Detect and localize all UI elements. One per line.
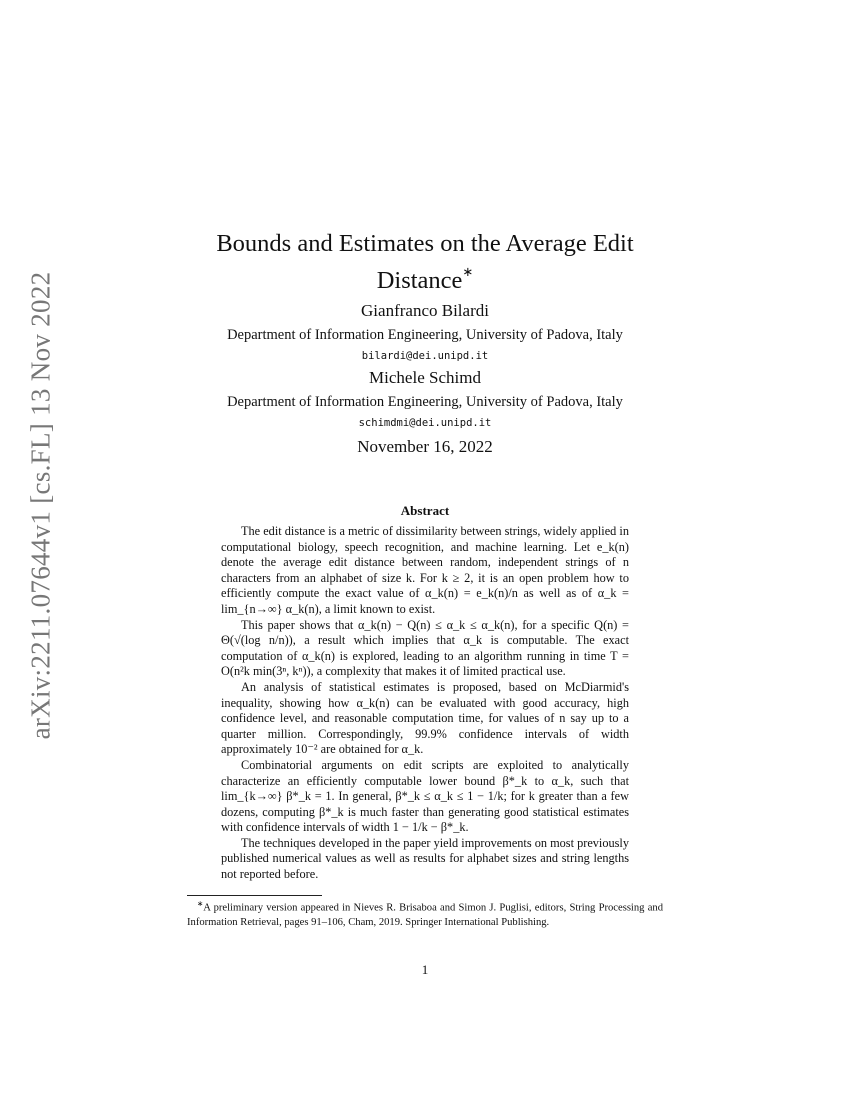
abstract-paragraph: The techniques developed in the paper yield improvements on most previously published numerical values as well as results for alphabet sizes and string lengths not reported before. (221, 835, 629, 882)
author-name: Gianfranco Bilardi (361, 301, 489, 320)
abstract-heading: Abstract (400, 503, 450, 518)
author-name: Michele Schimd (369, 368, 481, 387)
paper-title (190, 228, 660, 296)
author-affiliation: Department of Information Engineering, University of Padova, Italy (227, 327, 623, 343)
footnote (187, 897, 663, 930)
footnote-mark: ∗ (197, 899, 204, 908)
footnote-text: A preliminary version appeared in Nieves R. Brisaboa and Simon J. Puglisi, editors, String Processing and Information Retrieval, pages 91–106, Cham, 2019. Springer International Publishing. (187, 902, 663, 928)
author-affiliation: Department of Information Engineering, University of Padova, Italy (227, 394, 623, 410)
title-footnote-mark: ∗ (462, 264, 474, 279)
abstract-paragraph: Combinatorial arguments on edit scripts are exploited to analytically characterize an efficiently computable lower bound β*_k to α_k, such that lim_{k→∞} β*_k = 1. In general, β*_k ≤ α_k ≤ 1 − 1/k; for k greater than a few dozens, computing β*_k is much faster than generating good statistical estimates with confidence intervals of width 1 − 1/k − β*_k. (221, 757, 629, 835)
author-block-2 (150, 368, 700, 432)
publication-date: November 16, 2022 (357, 437, 493, 456)
footnote-divider (187, 895, 322, 896)
abstract-paragraph: The edit distance is a metric of dissimilarity between strings, widely applied in computational biology, speech recognition, and machine learning. Let e_k(n) denote the average edit distance between random, independent strings of n characters from an alphabet of size k. For k ≥ 2, it is an open problem how to efficiently compute the exact value of α_k(n) = e_k(n)/n as well as of α_k = lim_{n→∞} α_k(n), a limit known to exist. (221, 524, 629, 616)
arxiv-identifier (20, 265, 62, 745)
author-email: bilardi@dei.unipd.it (361, 350, 489, 362)
page-number: 1 (421, 962, 429, 977)
abstract-body (221, 524, 629, 883)
author-email: schimdmi@dei.unipd.it (358, 417, 492, 429)
paper-title-text: Bounds and Estimates on the Average Edit Distance (216, 230, 634, 295)
abstract-paragraph: This paper shows that α_k(n) − Q(n) ≤ α_k ≤ α_k(n), for a specific Q(n) = Θ(√(log n/n)), a result which implies that α_k is computable. The exact computation of α_k(n) is explored, leading to an algorithm running in time T = O(n²k min(3ⁿ, kⁿ)), a complexity that makes it of limited practical use. (221, 617, 629, 679)
abstract-paragraph: An analysis of statistical estimates is proposed, based on McDiarmid's inequality, showing how α_k(n) can be evaluated with good accuracy, high confidence level, and reasonable computation time, for values of n say up to a quarter million. Correspondingly, 99.9% confidence intervals of width approximately 10⁻² are obtained for α_k. (221, 679, 629, 757)
author-block-1 (150, 301, 700, 365)
arxiv-identifier-text: arXiv:2211.07644v1 [cs.FL] 13 Nov 2022 (25, 271, 56, 739)
